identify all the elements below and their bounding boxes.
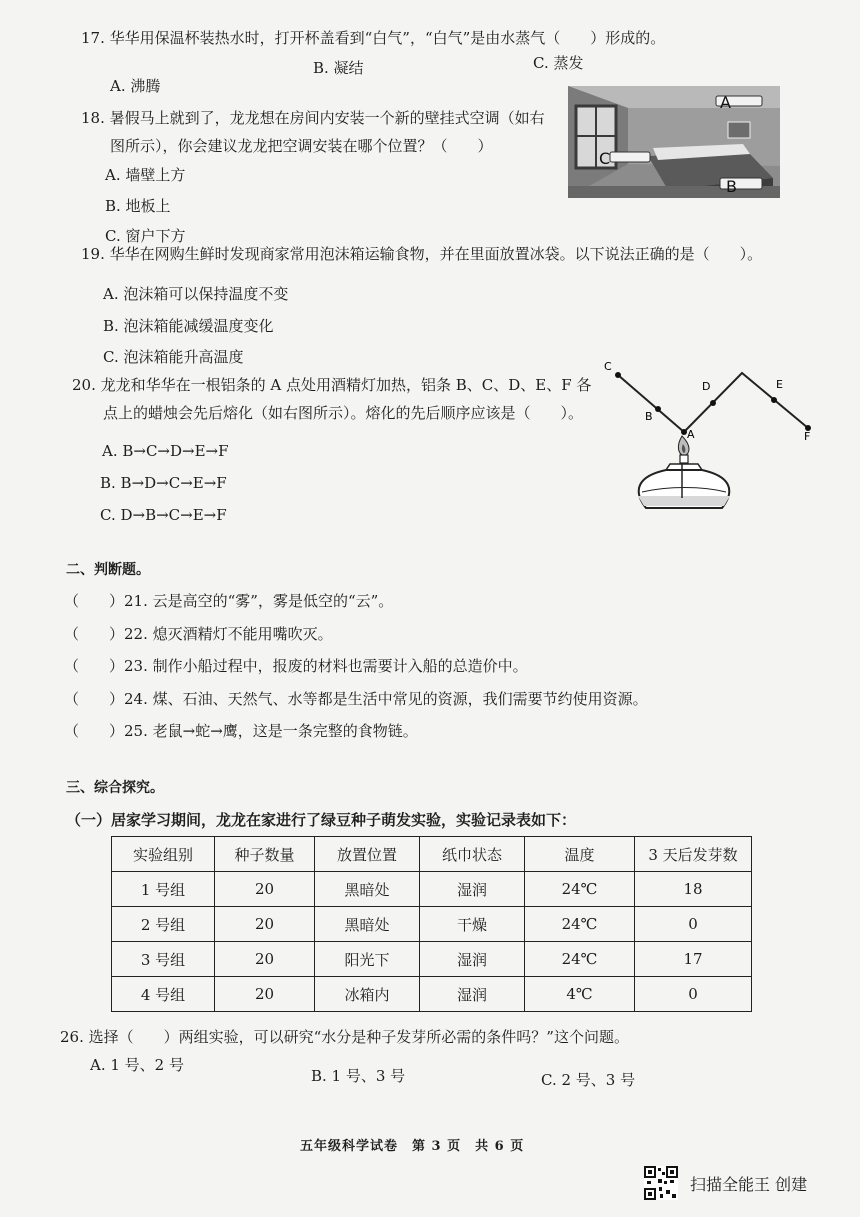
room-label-c: C bbox=[599, 149, 611, 168]
q18-stem-line2: 图所示），你会建议龙龙把空调安装在哪个位置？（ ） bbox=[110, 137, 493, 155]
table-cell: 20 bbox=[215, 942, 315, 977]
judge-item-25: （ ）25. 老鼠→蛇→鹰，这是一条完整的食物链。 bbox=[64, 722, 418, 740]
table-cell: 24℃ bbox=[525, 907, 635, 942]
table-header-row bbox=[112, 837, 752, 872]
table-cell: 0 bbox=[635, 907, 752, 942]
table-cell: 20 bbox=[215, 977, 315, 1012]
table-cell: 18 bbox=[635, 872, 752, 907]
table-cell: 湿润 bbox=[420, 872, 525, 907]
table-cell: 1 号组 bbox=[112, 872, 215, 907]
table-header-cell: 3 天后发芽数 bbox=[635, 837, 752, 872]
q20-option-c: C. D→B→C→E→F bbox=[100, 506, 227, 524]
q18-stem-line1: 18. 暑假马上就到了，龙龙想在房间内安装一个新的壁挂式空调（如右 bbox=[81, 109, 545, 127]
q20-stem-line2: 点上的蜡烛会先后熔化（如右图所示）。熔化的先后顺序应该是（ ）。 bbox=[103, 404, 584, 422]
judge-item-21: （ ）21. 云是高空的“雾”，雾是低空的“云”。 bbox=[64, 592, 394, 610]
strip-label-a: A bbox=[687, 428, 695, 441]
room-label-a: A bbox=[720, 93, 731, 112]
q18-option-b: B. 地板上 bbox=[105, 197, 171, 215]
table-header-cell: 纸巾状态 bbox=[420, 837, 525, 872]
table-cell: 3 号组 bbox=[112, 942, 215, 977]
judge-item-24: （ ）24. 煤、石油、天然气、水等都是生活中常见的资源，我们需要节约使用资源。 bbox=[64, 690, 648, 708]
judge-item-23: （ ）23. 制作小船过程中，报废的材料也需要计入船的总造价中。 bbox=[64, 657, 528, 675]
table-cell: 4 号组 bbox=[112, 977, 215, 1012]
strip-label-b: B bbox=[645, 410, 653, 423]
q26-option-c: C. 2 号、3 号 bbox=[541, 1071, 636, 1089]
q17-option-c: C. 蒸发 bbox=[533, 54, 584, 72]
q17-option-a: A. 沸腾 bbox=[110, 77, 161, 95]
q18-option-c: C. 窗户下方 bbox=[105, 227, 186, 245]
strip-label-f: F bbox=[804, 430, 811, 443]
judge-item-22: （ ）22. 熄灭酒精灯不能用嘴吹灭。 bbox=[64, 625, 333, 643]
table-cell: 0 bbox=[635, 977, 752, 1012]
q17-stem: 17. 华华用保温杯装热水时，打开杯盖看到“白气”，“白气”是由水蒸气（ ）形成的。 bbox=[81, 29, 666, 47]
section3-title: 三、综合探究。 bbox=[66, 780, 164, 796]
q20-option-b: B. B→D→C→E→F bbox=[100, 474, 227, 492]
q26-stem: 26. 选择（ ）两组实验，可以研究“水分是种子发芽所必需的条件吗？”这个问题。 bbox=[60, 1028, 629, 1046]
table-cell: 冰箱内 bbox=[315, 977, 420, 1012]
section2-title: 二、判断题。 bbox=[66, 562, 150, 578]
page-footer: 五年级科学试卷 第 3 页 共 6 页 bbox=[300, 1139, 525, 1154]
table-cell: 20 bbox=[215, 907, 315, 942]
table-cell: 17 bbox=[635, 942, 752, 977]
table-row bbox=[112, 942, 752, 977]
table-cell: 黑暗处 bbox=[315, 872, 420, 907]
table-header-cell: 实验组别 bbox=[112, 837, 215, 872]
table-header-cell: 温度 bbox=[525, 837, 635, 872]
q18-option-a: A. 墙壁上方 bbox=[105, 166, 186, 184]
table-cell: 干燥 bbox=[420, 907, 525, 942]
q26-option-b: B. 1 号、3 号 bbox=[311, 1067, 406, 1085]
q17-option-b: B. 凝结 bbox=[313, 59, 364, 77]
table-cell: 阳光下 bbox=[315, 942, 420, 977]
scanner-watermark-text: 扫描全能王 创建 bbox=[690, 1175, 808, 1194]
table-cell: 湿润 bbox=[420, 977, 525, 1012]
strip-label-c: C bbox=[604, 360, 612, 373]
aluminum-strip-figure bbox=[598, 358, 820, 518]
table-cell: 20 bbox=[215, 872, 315, 907]
q20-option-a: A. B→C→D→E→F bbox=[102, 442, 229, 460]
room-figure bbox=[568, 86, 780, 198]
table-row bbox=[112, 907, 752, 942]
table-cell: 24℃ bbox=[525, 872, 635, 907]
section3-intro: （一）居家学习期间，龙龙在家进行了绿豆种子萌发实验，实验记录表如下： bbox=[66, 811, 577, 829]
experiment-table bbox=[111, 836, 752, 1012]
q19-option-a: A. 泡沫箱可以保持温度不变 bbox=[103, 285, 289, 303]
scanner-watermark bbox=[640, 1164, 850, 1200]
strip-label-e: E bbox=[776, 378, 783, 391]
table-cell: 4℃ bbox=[525, 977, 635, 1012]
qr-code-icon bbox=[644, 1166, 678, 1200]
table-cell: 2 号组 bbox=[112, 907, 215, 942]
table-cell: 黑暗处 bbox=[315, 907, 420, 942]
strip-label-d: D bbox=[702, 380, 711, 393]
table-row bbox=[112, 977, 752, 1012]
table-row bbox=[112, 872, 752, 907]
table-cell: 湿润 bbox=[420, 942, 525, 977]
q26-option-a: A. 1 号、2 号 bbox=[90, 1056, 184, 1074]
q20-stem-line1: 20. 龙龙和华华在一根铝条的 A 点处用酒精灯加热，铝条 B、C、D、E、F 各 bbox=[72, 376, 592, 394]
table-header-cell: 种子数量 bbox=[215, 837, 315, 872]
room-label-b: B bbox=[726, 177, 737, 196]
q19-option-b: B. 泡沫箱能减缓温度变化 bbox=[103, 317, 274, 335]
table-cell: 24℃ bbox=[525, 942, 635, 977]
q19-option-c: C. 泡沫箱能升高温度 bbox=[103, 348, 244, 366]
table-header-cell: 放置位置 bbox=[315, 837, 420, 872]
q19-stem: 19. 华华在网购生鲜时发现商家常用泡沫箱运输食物，并在里面放置冰袋。以下说法正确的是（ ）。 bbox=[81, 245, 763, 263]
